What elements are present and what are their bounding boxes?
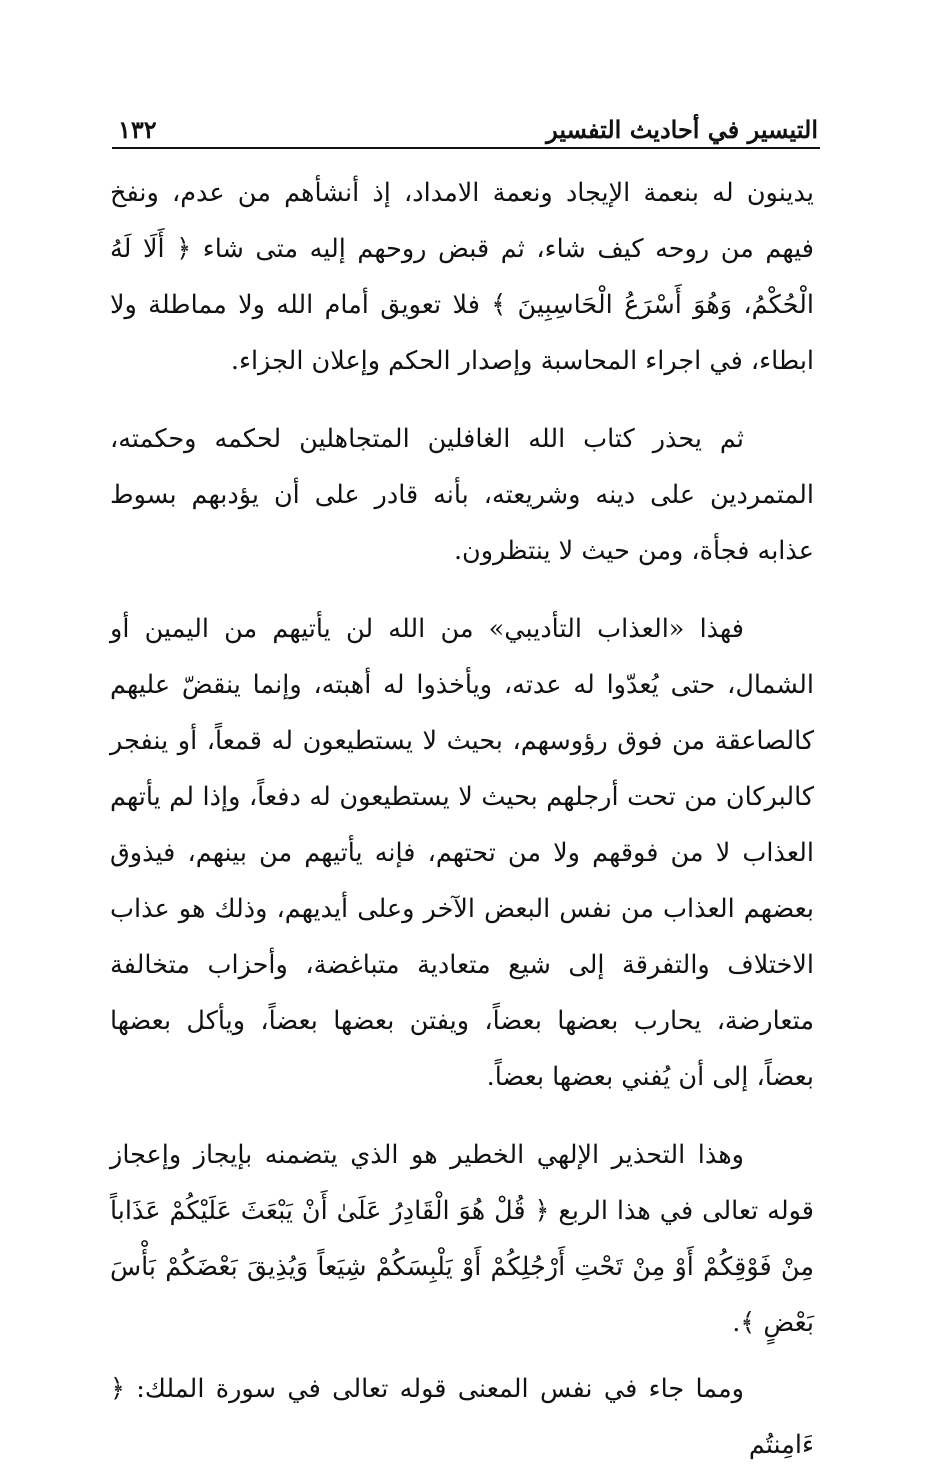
paragraph-3: فهذا «العذاب التأديبي» من الله لن يأتيهم من اليمين أو الشمال، حتى يُعدّوا له عدته، ويأخذوا له أهبته، وإنما ينقضّ عليهم كالصاعقة من فوق رؤوسهم، بحيث لا يستطيعون له قمعاً، أو ينفجر كالبركان من تحت أرجلهم بحيث لا يستطيعون له دفعاً، وإذا لم يأتهم العذاب لا من فوقهم ولا من تحتهم، فإنه يأتيهم من بينهم، فيذوق بعضهم العذاب من نفس البعض الآخر وعلى أيديهم، وذلك هو عذاب الاختلاف والتفرقة إلى شيع متعادية متباغضة، وأحزاب متخالفة متعارضة، يحارب بعضها بعضاً، ويفتن بعضها بعضاً، ويأكل بعضها بعضاً، إلى أن يُفني بعضها بعضاً. (110, 614, 814, 1092)
page-body (110, 165, 814, 1473)
page-header (118, 92, 818, 144)
paragraph-1: يدينون له بنعمة الإيجاد ونعمة الامداد، إذ أنشأهم من عدم، ونفخ فيهم من روحه كيف شاء، ثم قبض روحهم إليه متى شاء ﴿ أَلَا لَهُ الْحُكْمُ، وَهُوَ أَسْرَعُ الْحَاسِبِينَ ﴾ فلا تعويق أمام الله ولا مماطلة ولا ابطاء، في اجراء المحاسبة وإصدار الحكم وإعلان الجزاء. (110, 178, 814, 376)
header-divider (112, 147, 820, 149)
paragraph-4: وهذا التحذير الإلهي الخطير هو الذي يتضمنه بإيجاز وإعجاز قوله تعالى في هذا الربع ﴿ قُلْ هُوَ الْقَادِرُ عَلَىٰ أَنْ يَبْعَثَ عَلَيْكُمْ عَذَاباً مِنْ فَوْقِكُمْ أَوْ مِنْ تَحْتِ أَرْجُلِكُمْ أَوْ يَلْبِسَكُمْ شِيَعاً وَيُذِيقَ بَعْضَكُمْ بَأْسَ بَعْضٍ ﴾. (110, 1140, 814, 1338)
paragraph-2: ثم يحذر كتاب الله الغافلين المتجاهلين لحكمه وحكمته، المتمردين على دينه وشريعته، بأنه قادر على أن يؤدبهم بسوط عذابه فجأة، ومن حيث لا ينتظرون. (110, 424, 814, 566)
paragraph-5: ومما جاء في نفس المعنى قوله تعالى في سورة الملك: ﴿ ءَامِنتُم (110, 1374, 814, 1460)
book-title: التيسير في أحاديث التفسير (546, 115, 818, 144)
page-number: ١٣٢ (118, 115, 157, 144)
